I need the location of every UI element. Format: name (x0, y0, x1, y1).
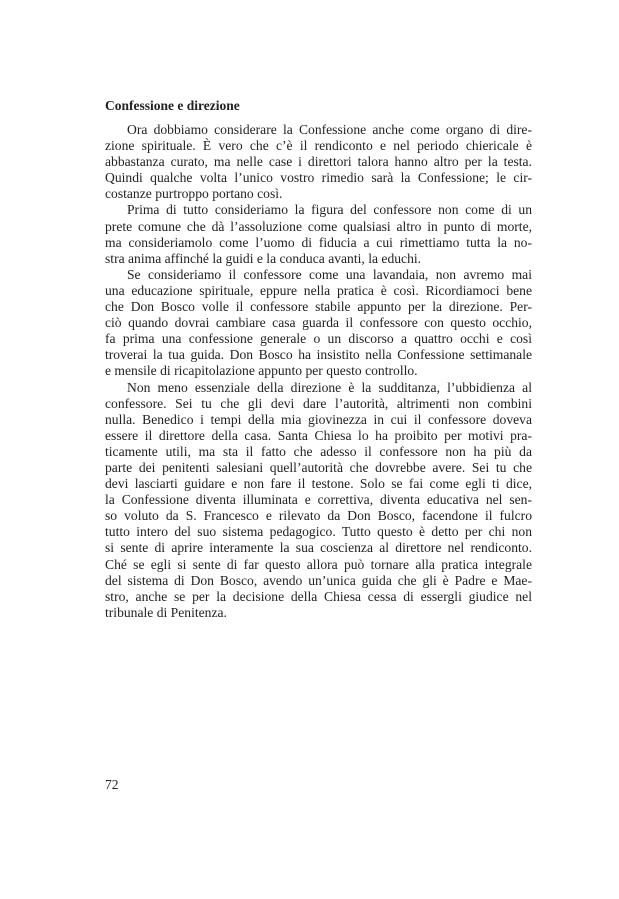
text-line: devi lasciarti guidare e non fare il testone. Solo se fai come egli ti dice, (105, 476, 532, 492)
text-line: nulla. Benedico i tempi della mia giovinezza in cui il confessore doveva (105, 411, 532, 427)
text-line: stro, anche se per la decisione della Chiesa cessa di essergli giudice nel (105, 588, 532, 604)
text-line: e mensile di ricapitolazione appunto per questo controllo. (105, 363, 418, 379)
text-line: ticamente utili, ma sta il fatto che adesso il confessore non ha più da (105, 443, 532, 459)
body-text (105, 122, 532, 621)
text-line: abbastanza curato, ma nelle case i direttori talora hanno altro per la testa. (105, 154, 532, 170)
text-line: la Confessione diventa illuminata e correttiva, diventa educativa nel sen- (105, 492, 532, 508)
text-line: essere il direttore della casa. Santa Chiesa lo ha proibito per motivi pra- (105, 427, 532, 443)
text-line: tutto intero del suo sistema pedagogico. Tutto questo è detto per chi non (105, 524, 532, 540)
paragraph (105, 267, 532, 380)
text-line: so voluto da S. Francesco e rilevato da Don Bosco, facendone il fulcro (105, 508, 532, 524)
text-line: Ché se egli si sente di far questo allora può tornare alla pratica integrale (105, 556, 532, 572)
text-line: Non meno essenziale della direzione è la sudditanza, l’ubbidienza al (127, 379, 532, 395)
text-line: parte dei penitenti salesiani quell’autorità che dovrebbe avere. Sei tu che (105, 459, 532, 475)
text-line: Prima di tutto consideriamo la figura del confessore non come di un (127, 202, 532, 218)
paragraph (105, 202, 532, 266)
paragraph (105, 122, 532, 202)
section-heading: Confessione e direzione (105, 98, 240, 113)
text-line: Quindi qualche volta l’unico vostro rimedio sarà la Confessione; le cir- (105, 170, 532, 186)
paragraph (105, 380, 532, 621)
text-line: ma consideriamolo come l’uomo di fiducia a cui rimettiamo tutta la no- (105, 234, 532, 250)
text-line: troverai la tua guida. Don Bosco ha insistito nella Confessione settimanale (105, 347, 532, 363)
text-line: tribunale di Penitenza. (105, 604, 227, 620)
text-line: stra anima affinché la guidi e la conduca avanti, la educhi. (105, 250, 422, 266)
text-line: ciò quando dovrai cambiare casa guarda il confessore con questo occhio, (105, 315, 532, 331)
text-line: confessore. Sei tu che gli devi dare l’autorità, altrimenti non combini (105, 395, 532, 411)
text-line: prete comune che dà l’assoluzione come qualsiasi altro in punto di morte, (105, 218, 532, 234)
text-line: si sente di aprire interamente la sua coscienza al direttore nel rendiconto. (105, 540, 532, 556)
page-number: 72 (105, 777, 119, 792)
text-line: una educazione spirituale, eppure nella pratica è così. Ricordiamoci bene (105, 282, 532, 298)
text-line: Ora dobbiamo considerare la Confessione anche come organo di dire- (127, 122, 532, 137)
text-line: del sistema di Don Bosco, avendo un’unica guida che gli è Padre e Mae- (105, 572, 532, 588)
text-line: costanze purtroppo portano così. (105, 186, 283, 202)
text-line: Se consideriamo il confessore come una lavandaia, non avremo mai (127, 266, 532, 282)
text-line: zione spirituale. È vero che c’è il rendiconto e nel periodo chiericale è (105, 138, 532, 154)
text-line: che Don Bosco volle il confessore stabile appunto per la direzione. Per- (105, 299, 532, 315)
text-line: fa prima una confessione generale o un discorso a quattro occhi e così (105, 331, 532, 347)
